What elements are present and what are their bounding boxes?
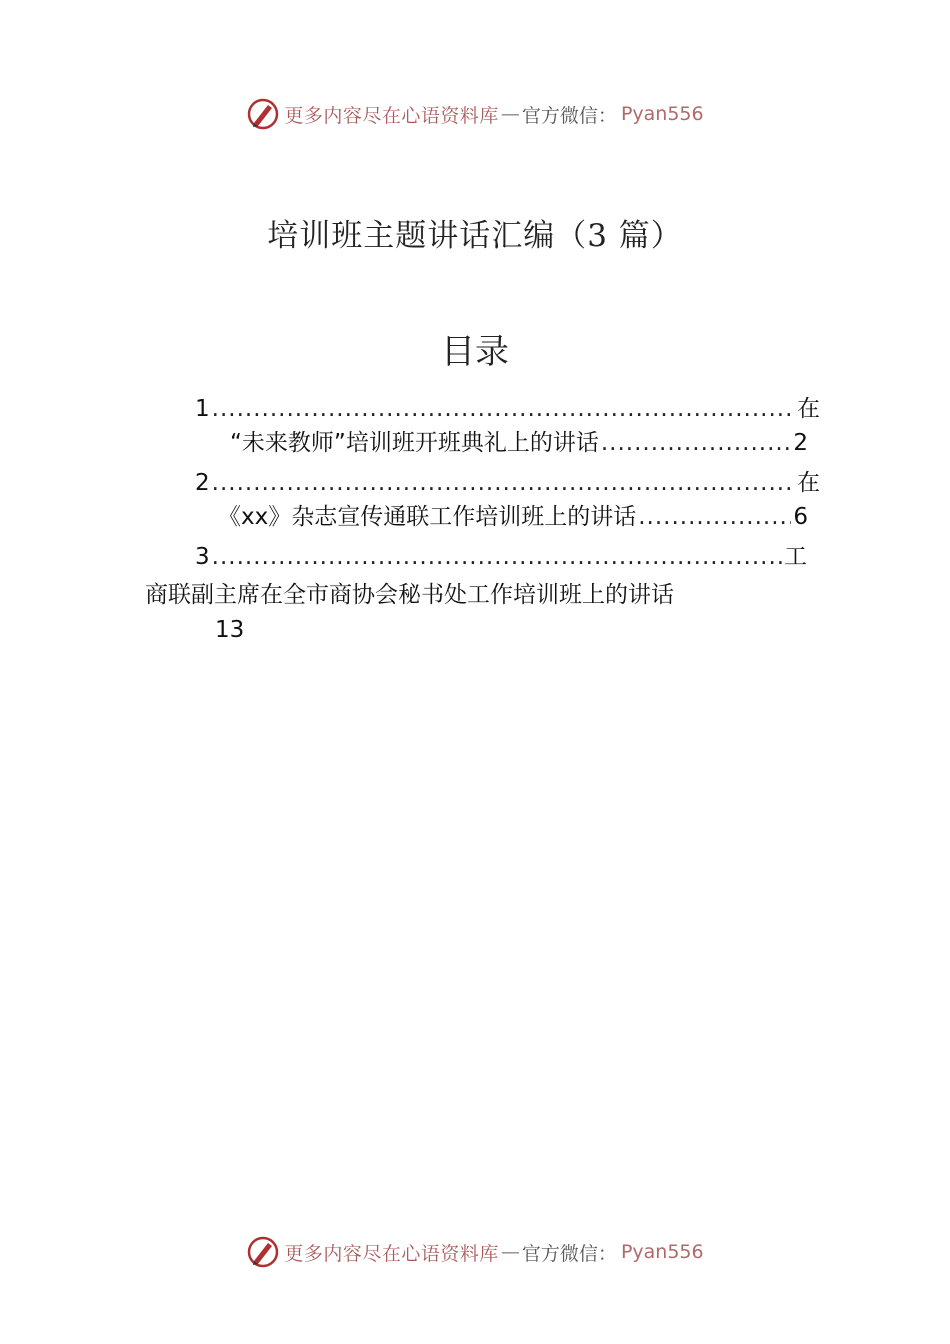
toc-entry-3-line-c[interactable] xyxy=(215,615,244,645)
watermark-banner-top xyxy=(0,94,950,134)
toc-entry-title: 《xx》杂志宣传通联工作培训班上的讲话 xyxy=(218,504,637,530)
watermark-banner-bottom xyxy=(0,1232,950,1272)
toc-entry-first-char: 工 xyxy=(784,544,807,570)
toc-entry-2-line-b[interactable] xyxy=(218,502,808,532)
toc-entry-3-line-b[interactable] xyxy=(145,580,674,610)
toc-entry-1-line-b[interactable] xyxy=(230,428,808,458)
toc-leader-dots xyxy=(601,428,792,458)
toc-entry-2-line-a[interactable] xyxy=(195,468,820,498)
toc-entry-title: 商联副主席在全市商协会秘书处工作培训班上的讲话 xyxy=(145,582,674,608)
toc-entry-number: 3 xyxy=(195,544,210,570)
watermark-wechat-label: 官方微信： xyxy=(521,1242,617,1265)
watermark-separator: — xyxy=(500,103,520,125)
watermark-wechat-id: Pyan556 xyxy=(620,1241,704,1263)
document-title: 培训班主题讲话汇编（3 篇） xyxy=(267,218,683,254)
toc-entry-first-char: 在 xyxy=(797,396,820,422)
toc-entry-3-line-a[interactable] xyxy=(195,542,807,572)
toc-entry-page: 2 xyxy=(793,430,808,456)
pen-logo-icon xyxy=(246,1235,280,1269)
toc-entry-first-char: 在 xyxy=(797,470,820,496)
pen-logo-icon xyxy=(246,97,280,131)
watermark-text: 更多内容尽在心语资料库 xyxy=(284,104,499,127)
watermark-wechat-id: Pyan556 xyxy=(620,103,704,125)
toc-entry-title: “未来教师”培训班开班典礼上的讲话 xyxy=(230,430,599,456)
toc-entry-number: 1 xyxy=(195,396,210,422)
watermark-text: 更多内容尽在心语资料库 xyxy=(284,1242,499,1265)
toc-entry-1-line-a[interactable] xyxy=(195,394,820,424)
toc-heading: 目录 xyxy=(441,332,509,372)
toc-entry-page: 13 xyxy=(215,617,245,643)
toc-leader-dots xyxy=(212,542,782,572)
toc-entry-number: 2 xyxy=(195,470,210,496)
toc-leader-dots xyxy=(638,502,791,532)
toc-leader-dots xyxy=(212,394,795,424)
watermark-wechat-label: 官方微信： xyxy=(521,104,617,127)
toc-entry-page: 6 xyxy=(793,504,808,530)
toc-leader-dots xyxy=(212,468,795,498)
watermark-separator: — xyxy=(500,1241,520,1263)
